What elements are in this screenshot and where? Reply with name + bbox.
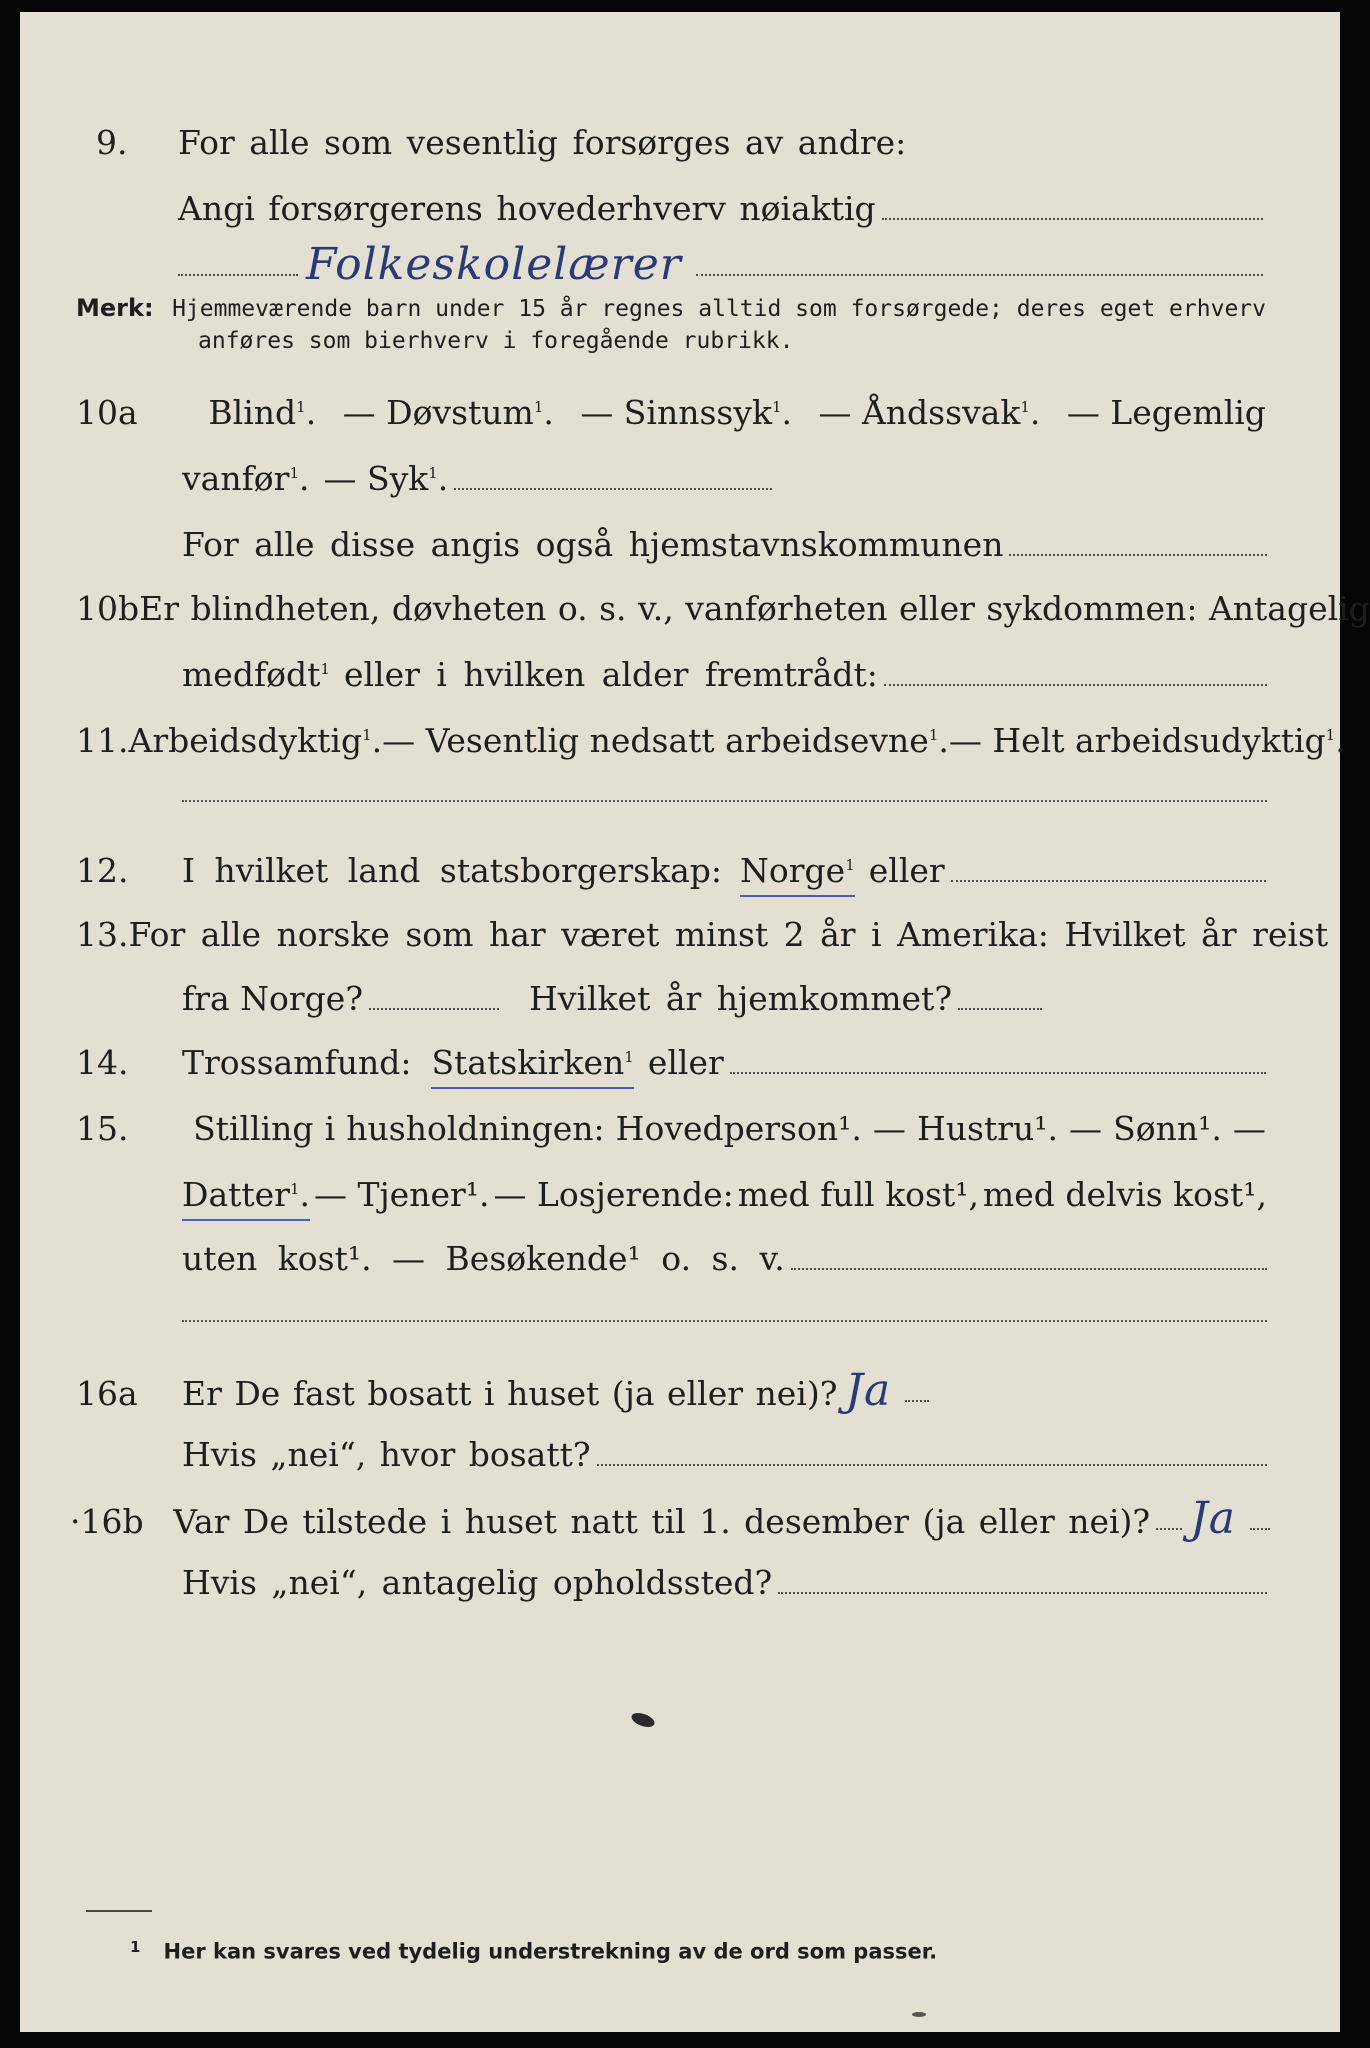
q13-question-text: For alle norske som har været minst 2 år i Amerika: Hvilket år reist [128,915,1329,954]
q9-fill-dots-left [178,274,298,276]
footnote-text: Her kan svares ved tydelig understrekning av de ord som passer. [163,1939,938,1964]
ink-smudge [630,1710,657,1729]
q10a-syk-field[interactable] [454,488,772,490]
merk-text-line1: Hjemmeværende barn under 15 år regnes alltid som forsørgede; deres eget erhverv [172,296,1266,322]
q15-dash: — [872,1109,906,1148]
q16b-opholdssted-field[interactable] [778,1592,1267,1594]
q15-line1 [76,1106,1266,1152]
q9-fill-dots-right [696,274,1263,276]
q13-line1 [76,912,1329,958]
option-hustru[interactable]: Hustru¹. [916,1109,1058,1148]
option-legemlig[interactable]: — Legemlig [1066,393,1266,432]
q10b-number: 10b [76,589,140,628]
footnote-mark: 1 [130,1938,141,1956]
census-form-page [20,12,1370,2032]
footnote [130,1932,937,1962]
q14-eller: eller [647,1043,724,1082]
option-tjener[interactable]: — Tjener¹. [313,1175,490,1214]
merk-text-line2: anføres som bierhverv i foregående rubrikk. [198,328,794,354]
q15-extra-field[interactable] [182,1320,1267,1322]
q15-line3 [182,1236,1267,1282]
q15-line2 [182,1172,1267,1218]
q15-number: 15. [76,1109,129,1148]
q13-reist-field[interactable] [369,1008,499,1010]
q10a-line2 [182,456,772,502]
q16a-bosatt-field[interactable] [597,1464,1267,1466]
option-nedsatt-arbeidsevne[interactable]: — Vesentlig nedsatt arbeidsevne$^1$. [382,721,949,760]
option-statskirken-underlined[interactable]: Statskirken$^1$ [431,1040,633,1089]
q16b-answer-field[interactable] [1250,1528,1270,1530]
q13-hjemkommet-field[interactable] [958,1008,1042,1010]
q13-number: 13. [76,915,129,954]
q16b-handwritten-answer: Ja [1190,1493,1236,1544]
q16a-line1 [76,1365,976,1416]
q13-hjemkommet-prompt: Hvilket år hjemkommet? [529,979,953,1018]
option-andssvak[interactable]: — Åndssvak$^1$. [818,393,1041,432]
q13-reist-prompt: fra Norge? [182,979,364,1018]
q10b-line2 [182,652,1267,698]
q12-other-country-field[interactable] [951,880,1266,882]
q15-dash: — [1232,1109,1266,1148]
option-medfodt[interactable]: medfødt$^1$ [182,655,330,694]
q11-answer-field[interactable] [182,800,1267,802]
merk-line2 [198,328,793,362]
q16b-line2 [182,1560,1267,1606]
q10b-question-text: Er blindheten, døvheten o. s. v., vanførheten eller sykdommen: Antagelig [139,589,1370,628]
q15-losjerende-label: — Losjerende: [493,1175,734,1214]
q16a-bosatt-prompt: Hvis „nei“, hvor bosatt? [182,1435,591,1474]
option-hovedperson[interactable]: Hovedperson¹. [615,1109,862,1148]
q9-line2 [178,186,1263,232]
q16b-question-text: Var De tilstede i huset natt til 1. desember (ja eller nei)? [173,1502,1151,1541]
merk-line1 [76,294,1266,328]
q10a-line3 [182,522,1267,568]
q9-number: 9. [96,123,128,162]
option-sinnssyk[interactable]: — Sinnssyk$^1$. [580,393,793,432]
footnote-rule [86,1910,152,1912]
ink-speck [912,2012,926,2017]
q16b-opholdssted-prompt: Hvis „nei“, antagelig opholdssted? [182,1563,773,1602]
option-dovstum[interactable]: — Døvstum$^1$. [342,393,554,432]
q16b-line1 [70,1493,1270,1544]
q16a-question-text: Er De fast bosatt i huset (ja eller nei)? [182,1374,838,1413]
q16a-line2 [182,1432,1267,1478]
q11-number: 11. [76,721,129,760]
q15-other-field[interactable] [791,1268,1267,1270]
q16a-answer-field[interactable] [905,1400,929,1402]
q10b-alder-field[interactable] [884,684,1267,686]
q9-line3 [178,239,1263,290]
q9-line1 [96,120,1296,166]
q9-occupation-prompt: Angi forsørgerens hovederhverv nøiaktig [178,189,876,228]
q12-number: 12. [76,851,129,890]
q10a-number: 10a [76,393,138,432]
q15-line3-text: uten kost¹. — Besøkende¹ o. s. v. [182,1239,785,1278]
q14-number: 14. [76,1043,129,1082]
q14-question-text: Trossamfund: [182,1043,412,1082]
q12-line1 [76,848,1266,894]
q13-line2 [182,976,1042,1022]
q9-handwritten-answer: Folkeskolelærer [306,239,682,290]
q16a-number: 16a [76,1374,138,1413]
option-delvis-kost[interactable]: med delvis kost¹, [982,1175,1267,1214]
merk-label: Merk: [76,294,154,322]
option-arbeidsudyktig[interactable]: — Helt arbeidsudyktig$^1$. [948,721,1346,760]
q10a-line1 [76,390,1266,436]
option-vanfor[interactable]: vanfør$^1$. [182,459,310,498]
q9-answer-field[interactable] [882,218,1263,220]
q15-dash: — [1069,1109,1103,1148]
option-syk[interactable]: — Syk$^1$. [323,459,449,498]
option-norge-underlined[interactable]: Norge$^1$ [740,848,855,897]
option-blind[interactable]: Blind$^1$. [208,393,317,432]
q15-word-husholdningen: husholdningen: [346,1109,605,1148]
q16a-handwritten-answer: Ja [845,1365,892,1416]
option-full-kost[interactable]: med full kost¹, [737,1175,979,1214]
option-arbeidsdyktig[interactable]: Arbeidsdyktig$^1$. [128,721,383,760]
option-sonn[interactable]: Sønn¹. [1113,1109,1222,1148]
q15-word-stilling: Stilling [193,1109,314,1148]
q10a-hjemstavn-field[interactable] [1009,554,1267,556]
q10b-line1 [76,586,1370,632]
q10a-hjemstavn-prompt: For alle disse angis også hjemstavnskommunen [182,525,1004,564]
q12-eller: eller [868,851,945,890]
option-datter-underlined[interactable]: Datter$^1$. [182,1172,310,1221]
q11-line1 [76,718,1346,764]
q15-word-i: i [324,1109,336,1148]
q16b-number: ·16b [70,1502,144,1541]
q9-question-text: For alle som vesentlig forsørges av andre: [178,123,907,162]
q12-question-text: I hvilket land statsborgerskap: [182,851,723,890]
q14-line1 [76,1040,1266,1086]
q14-other-field[interactable] [730,1072,1266,1074]
q16b-answer-lead [1156,1528,1182,1530]
q10b-alder-prompt: eller i hvilken alder fremtrådt: [343,655,878,694]
